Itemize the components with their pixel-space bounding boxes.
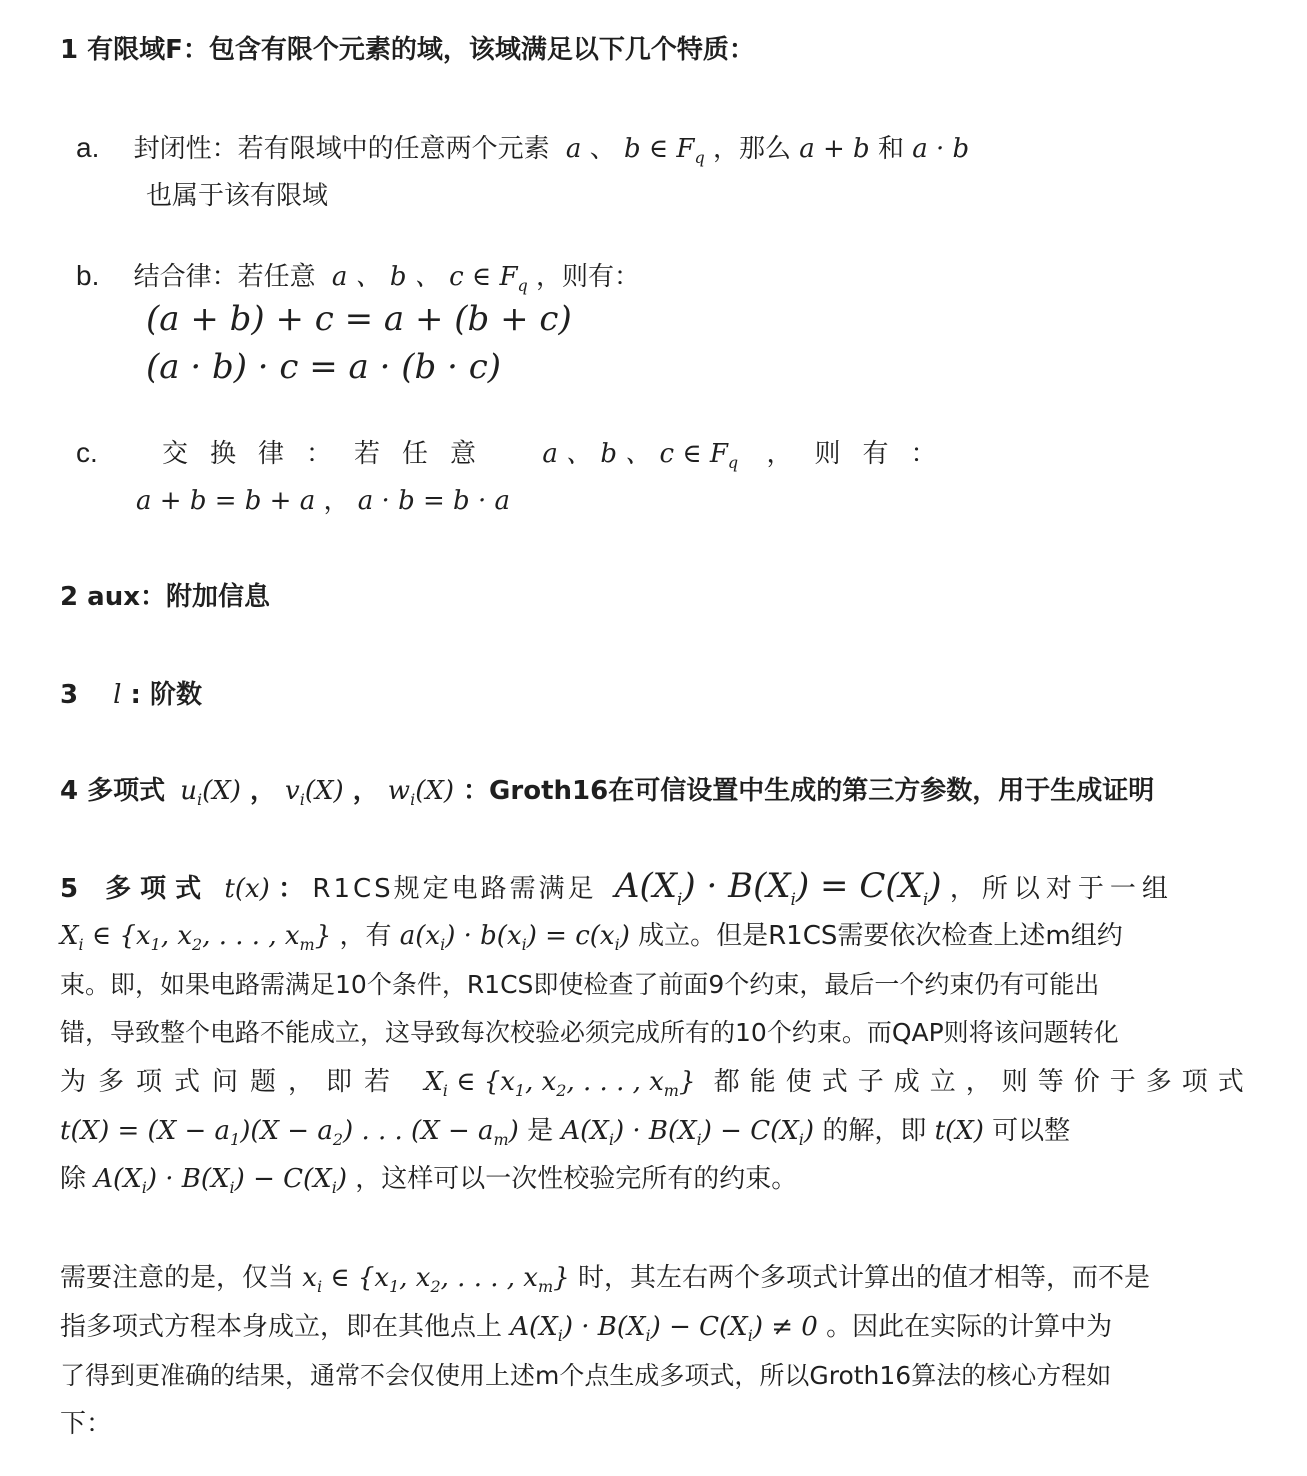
note-l1-set: $x_i$ ∈ {$x_1$, $x_2$, . . . , $x_m$} [302, 1263, 570, 1297]
item-c-eq2: a · b = b · a [357, 486, 510, 516]
section-5-l1-eq: $A(X_i) \cdot B(X_i) = C(X_i)$ [614, 866, 942, 910]
section-5-colon: ： [278, 874, 305, 904]
item-a-line2: 也属于该有限域 [146, 181, 329, 211]
section-1-heading: 1 有限域F：包含有限个元素的域，该域满足以下几个特质： [60, 35, 755, 65]
section-4-heading [60, 774, 1154, 817]
section-5-l2-tail: 成立。但是R1CS需要依次检查上述m组约 [638, 921, 1123, 951]
item-c-eq1: a + b = b + a [136, 486, 316, 516]
item-a-math-a: a [565, 134, 582, 164]
item-c [76, 436, 958, 480]
section-5-tx: t(x) [224, 874, 270, 904]
section-5-l5-a: 为多项式问题，即若 [60, 1067, 403, 1097]
item-b-sub: q [517, 276, 528, 296]
section-4-u-sub: i [196, 790, 203, 810]
section-4-v: v [285, 776, 300, 806]
item-c-sub: q [727, 453, 739, 473]
item-c-math: a 、 b 、 c ∈ F [542, 439, 728, 469]
section-3-math: l [113, 680, 122, 710]
section-5-line-5 [60, 1065, 1254, 1108]
section-4-comma-2: ， [352, 776, 379, 806]
section-5-l6-t2: t(X) [934, 1116, 984, 1146]
section-4-w-sub: i [410, 790, 416, 810]
section-5-l7-eq: $A(X_i) \cdot B(X_i) - C(X_i)$ [94, 1164, 347, 1198]
section-4-desc: ：Groth16在可信设置中生成的第三方参数，用于生成证明 [463, 776, 1155, 806]
note-l2-a: 指多项式方程本身成立，即在其他点上 [60, 1312, 503, 1342]
section-5-l2-set: $X_i$ ∈ {$x_1$, $x_2$, . . . , $x_m$} [60, 921, 332, 955]
section-2-heading: 2 aux：附加信息 [60, 582, 270, 612]
section-5-l1-text: R1CS规定电路需满足 [312, 874, 597, 904]
note-line-2 [60, 1310, 1112, 1353]
section-5-l6-is: 是 [527, 1116, 554, 1146]
item-a-sub: q [694, 148, 705, 168]
section-4-u-arg: (X) [202, 776, 241, 806]
section-5-l1-tail: ，所以对于一组 [949, 874, 1174, 904]
section-5-l6-t: $t(X) = (X - a_1)(X - a_2)$ . . . $(X - a_m)$ [60, 1116, 519, 1150]
section-4-v-sub: i [299, 790, 305, 810]
item-b-eq1: (a + b) + c = a + (b + c) [146, 299, 572, 339]
note-l2-tail: 。因此在实际的计算中为 [826, 1312, 1113, 1342]
item-a-then: ，那么 [712, 134, 791, 164]
section-5-l7-tail: ，这样可以一次性校验完所有的约束。 [355, 1164, 798, 1194]
section-5-line-7 [60, 1162, 797, 1205]
section-5-l6-tail: 可以整 [992, 1116, 1071, 1146]
section-4-v-arg: (X) [304, 776, 344, 806]
section-5-line-4: 错，导致整个电路不能成立，这导致每次校验必须完成所有的10个约束。而QAP则将该问题转化 [60, 1018, 1119, 1047]
item-b [76, 259, 640, 303]
section-5-l6-eq: $A(X_i) \cdot B(X_i) - C(X_i)$ [561, 1116, 815, 1150]
item-c-then: ，则有： [766, 439, 959, 469]
item-b-math: a 、 b 、 c ∈ F [331, 262, 518, 292]
item-a-sep: 、 [589, 134, 616, 164]
section-5-l5-set: $X_i$ ∈ {$x_1$, $x_2$, . . . , $x_m$} [424, 1067, 696, 1101]
note-line-1 [60, 1261, 1150, 1304]
item-c-marker: c. [76, 437, 98, 468]
section-3-heading [60, 678, 202, 712]
item-c-text: 交换律：若任意 [162, 439, 499, 469]
item-c-equations [136, 484, 510, 518]
section-5-line-6 [60, 1114, 1070, 1157]
item-a-marker: a. [76, 132, 100, 163]
item-a-math-sum: a + b [799, 134, 870, 164]
section-4-comma-1: ， [249, 776, 276, 806]
item-a [76, 131, 969, 175]
note-l1-a: 需要注意的是，仅当 [60, 1263, 295, 1293]
section-4-u: u [180, 776, 197, 806]
item-c-comma: ， [323, 486, 350, 516]
section-3-text: : 阶数 [130, 680, 202, 710]
note-line-3: 了得到更准确的结果，通常不会仅使用上述m个点生成多项式，所以Groth16算法的核心方程如 [60, 1361, 1112, 1390]
section-4-w: w [387, 776, 411, 806]
note-l1-tail: 时，其左右两个多项式计算出的值才相等，而不是 [577, 1263, 1150, 1293]
item-a-text: 封闭性：若有限域中的任意两个元素 [133, 134, 550, 164]
section-5-l6-of: 的解，即 [822, 1116, 927, 1146]
section-5-l7-a: 除 [60, 1164, 87, 1194]
section-5-l5-b: 都能使式子成立，则等价于多项式 [713, 1067, 1254, 1097]
item-b-marker: b. [76, 260, 100, 291]
section-5-l2-have: ，有 [339, 921, 392, 951]
section-5-line-3: 束。即，如果电路需满足10个条件，R1CS即使检查了前面9个约束，最后一个约束仍有可能出 [60, 970, 1100, 999]
section-5-line-1 [60, 866, 1174, 917]
section-5-line-2 [60, 919, 1123, 962]
item-b-text: 结合律：若任意 [133, 262, 316, 292]
item-a-and: 和 [877, 134, 904, 164]
section-3-num: 3 [60, 680, 79, 710]
item-a-math-prod: a · b [912, 134, 970, 164]
section-5-label: 5 多项式 [60, 874, 211, 904]
note-line-4: 下： [60, 1409, 113, 1439]
section-4-label: 4 多项式 [60, 776, 166, 806]
item-b-then: ，则有： [536, 262, 641, 292]
section-4-w-arg: (X) [415, 776, 454, 806]
section-5-l2-eq: $a(x_i) \cdot b(x_i) = c(x_i)$ [399, 921, 630, 955]
item-a-math-b: b ∈ F [623, 134, 695, 164]
note-l2-eq: $A(X_i) \cdot B(X_i) - C(X_i) \ne 0$ [510, 1312, 818, 1346]
item-b-eq2: (a · b) · c = a · (b · c) [146, 347, 502, 387]
